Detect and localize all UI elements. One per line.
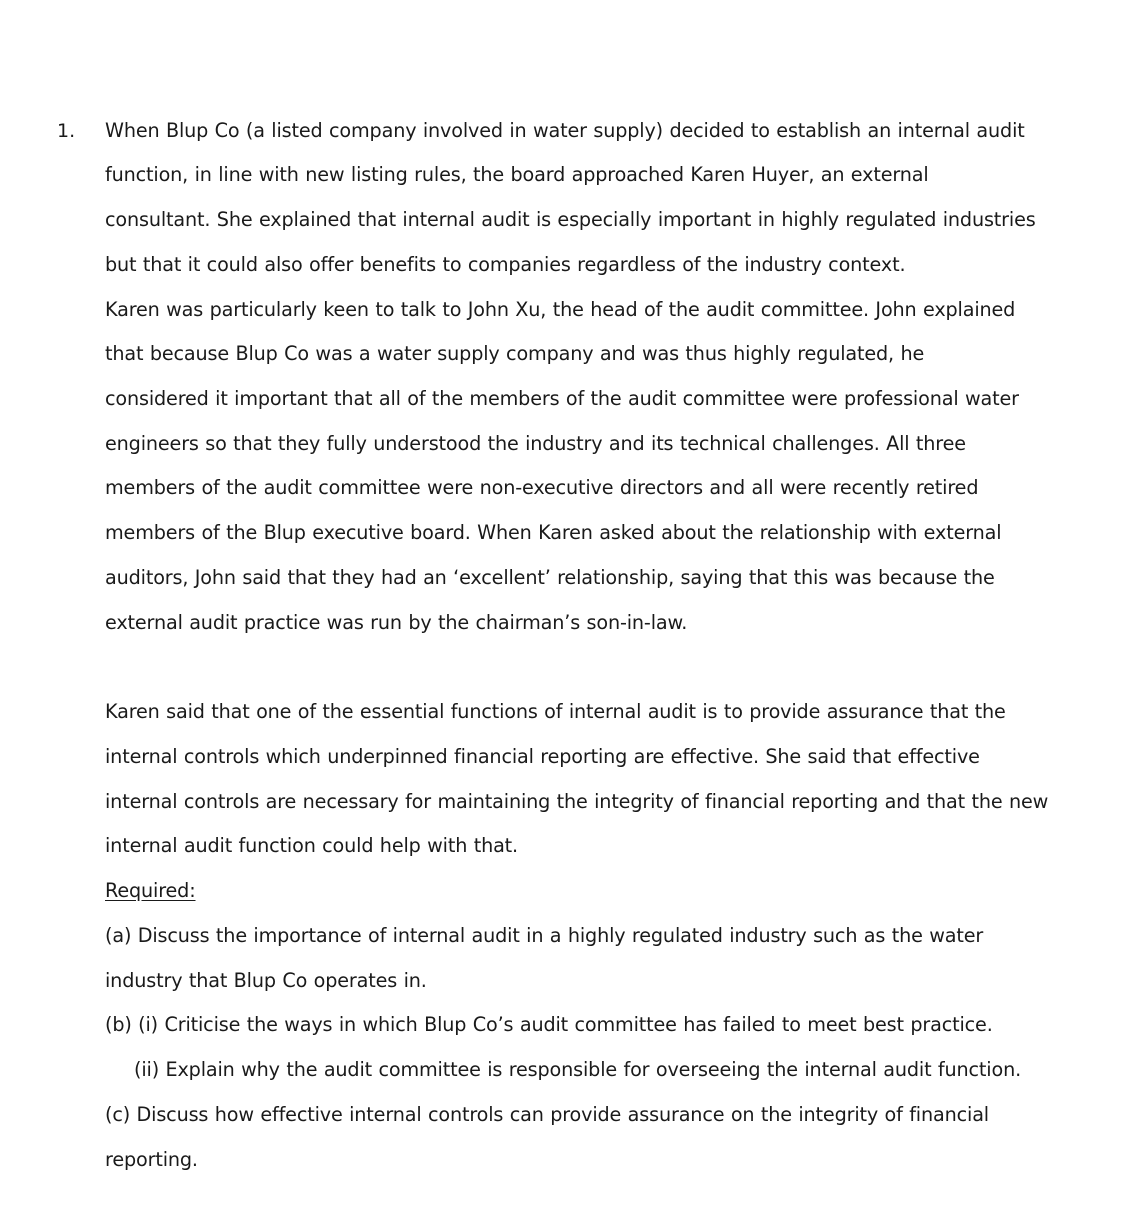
requirement-c-continued: reporting. bbox=[105, 1148, 198, 1171]
required-heading: Required: bbox=[105, 879, 196, 902]
controls-paragraph-line: Karen said that one of the essential functions of internal audit is to provide assurance that the bbox=[105, 700, 1006, 723]
intro-line: but that it could also offer benefits to companies regardless of the industry context. bbox=[105, 253, 906, 276]
karen-paragraph-line: auditors, John said that they had an ‘excellent’ relationship, saying that this was because the bbox=[105, 566, 995, 589]
karen-paragraph-line: members of the audit committee were non-executive directors and all were recently retired bbox=[105, 476, 979, 499]
requirement-b-ii: (ii) Explain why the audit committee is responsible for overseeing the internal audit function. bbox=[134, 1058, 1022, 1081]
requirement-a: (a) Discuss the importance of internal audit in a highly regulated industry such as the water bbox=[105, 924, 984, 947]
intro-line: function, in line with new listing rules, the board approached Karen Huyer, an external bbox=[105, 163, 929, 186]
intro-line: When Blup Co (a listed company involved in water supply) decided to establish an internal audit bbox=[105, 119, 1025, 142]
controls-paragraph-line: internal controls which underpinned financial reporting are effective. She said that effective bbox=[105, 745, 980, 768]
karen-paragraph-line: members of the Blup executive board. When Karen asked about the relationship with external bbox=[105, 521, 1002, 544]
requirement-b-i: (b) (i) Criticise the ways in which Blup Co’s audit committee has failed to meet best practice. bbox=[105, 1013, 993, 1036]
karen-paragraph-line: Karen was particularly keen to talk to John Xu, the head of the audit committee. John explained bbox=[105, 298, 1016, 321]
karen-paragraph-line: that because Blup Co was a water supply company and was thus highly regulated, he bbox=[105, 342, 925, 365]
requirement-a-continued: industry that Blup Co operates in. bbox=[105, 969, 427, 992]
karen-paragraph-line: considered it important that all of the members of the audit committee were professional water bbox=[105, 387, 1019, 410]
controls-paragraph-line: internal audit function could help with that. bbox=[105, 834, 519, 857]
karen-paragraph-line: external audit practice was run by the chairman’s son-in-law. bbox=[105, 611, 688, 634]
question-number: 1. bbox=[57, 120, 76, 142]
controls-paragraph-line: internal controls are necessary for maintaining the integrity of financial reporting and that the new bbox=[105, 790, 1049, 813]
karen-paragraph-line: engineers so that they fully understood the industry and its technical challenges. All three bbox=[105, 432, 966, 455]
intro-line: consultant. She explained that internal audit is especially important in highly regulated industries bbox=[105, 208, 1036, 231]
requirement-c: (c) Discuss how effective internal controls can provide assurance on the integrity of financial bbox=[105, 1103, 989, 1126]
